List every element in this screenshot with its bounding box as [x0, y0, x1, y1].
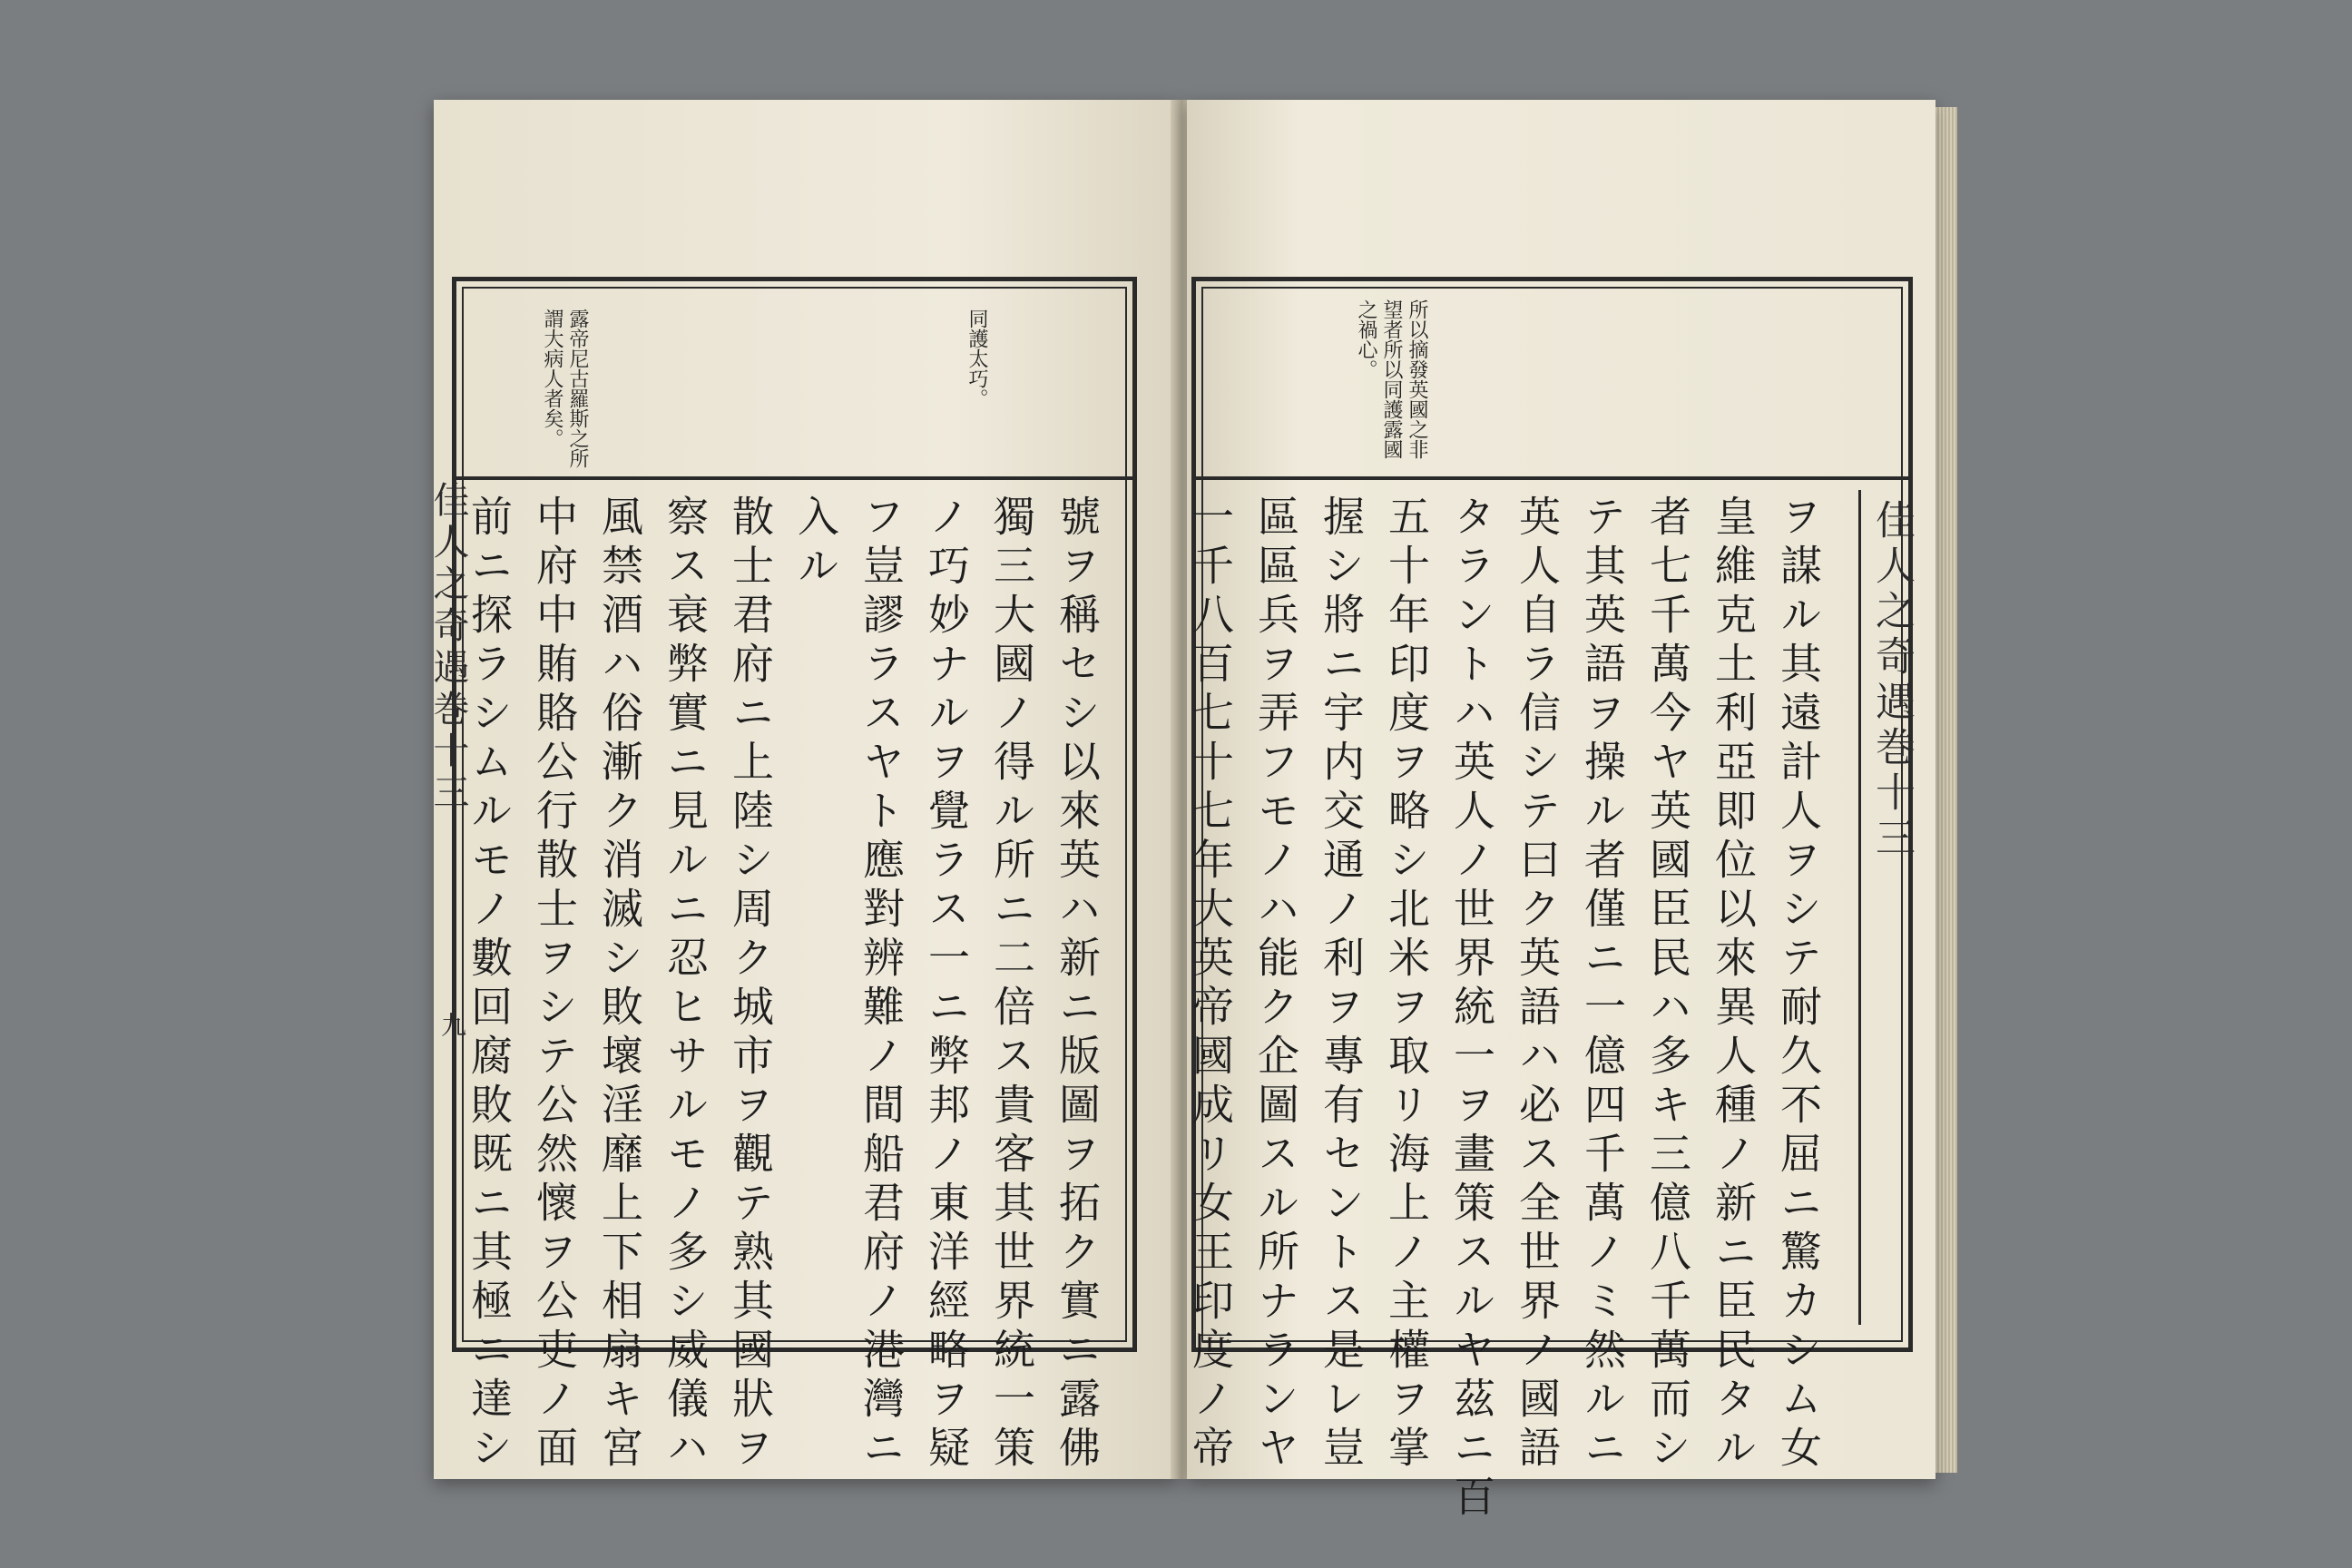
left-headnote-2: 露帝尼古羅斯之所 — [566, 309, 589, 468]
left-headnote-3: 謂大病人者矣。 — [541, 309, 564, 448]
left-text-column: 前ニ探ラシムルモノ數回腐敗既ニ其極ニ達シ — [465, 495, 514, 1475]
right-text-column: 五十年印度ヲ略シ北米ヲ取リ海上ノ主權ヲ掌 — [1382, 495, 1431, 1475]
right-headnote-3: 之禍心。 — [1355, 299, 1377, 379]
left-headnote-1: 同護太巧。 — [965, 309, 988, 408]
open-book — [427, 100, 1954, 1524]
right-text-column: 英人自ラ信シテ曰ク英語ハ必ス全世界ノ國語 — [1513, 495, 1562, 1475]
right-page-frame — [1186, 277, 1913, 1524]
page-edges — [1936, 107, 1957, 1473]
right-text-column: 區區兵ヲ弄フモノハ能ク企圖スル所ナランヤ — [1251, 495, 1300, 1475]
right-banner: 佳人之奇遇巻十三 — [1868, 499, 1915, 862]
right-headnote-1: 所以摘發英國之非 — [1406, 299, 1428, 459]
right-page — [1186, 100, 1936, 1524]
left-text-column: 獨三大國ノ得ル所ニ二倍ス貴客其世界統一策 — [987, 495, 1036, 1475]
left-page — [427, 100, 1178, 1479]
right-headnote-2: 望者所以同護露國 — [1380, 299, 1403, 459]
left-text-column: 中府中賄賂公行散士ヲシテ公然懷ヲ公吏ノ面 — [530, 495, 579, 1475]
right-text-column: 一千八百七十七年大英帝國成リ女王印度ノ帝 — [1186, 495, 1235, 1475]
right-text-column: 握シ將ニ宇内交通ノ利ヲ專有セントス是レ豈 — [1317, 495, 1366, 1475]
left-text-column: 散士君府ニ上陸シ周ク城市ヲ觀テ熟其國狀ヲ — [726, 495, 775, 1475]
left-text-columns — [465, 495, 1110, 1475]
left-text-column: 風禁酒ハ俗漸ク消滅シ敗壞淫靡上下相扇キ宮 — [595, 495, 644, 1475]
right-header-band — [1196, 281, 1908, 480]
right-text-column: ヲ謀ル其遠計人ヲシテ耐久不屈ニ驚カシム女 — [1774, 495, 1823, 1475]
right-text-column: タラントハ英人ノ世界統一ヲ畫策スルヤ茲ニ百 — [1447, 495, 1496, 1524]
left-text-column: 察ス衰弊實ニ見ルニ忍ヒサルモノ多シ威儀ハ — [661, 495, 710, 1475]
left-text-column: 入ル — [791, 495, 840, 593]
right-text-columns — [1186, 495, 1831, 1524]
right-text-column: 皇維克土利亞即位以來異人種ノ新ニ臣民タル — [1709, 495, 1758, 1475]
left-text-column: ノ巧妙ナルヲ覺ラス一ニ弊邦ノ東洋經略ヲ疑 — [922, 495, 971, 1475]
left-text-column: 號ヲ稱セシ以來英ハ新ニ版圖ヲ拓ク實ニ露佛 — [1053, 495, 1102, 1475]
left-text-column: フ豈謬ラスヤト應對辨難ノ間船君府ノ港灣ニ — [857, 495, 906, 1475]
right-text-column: 者七千萬今ヤ英國臣民ハ多キ三億八千萬而シ — [1643, 495, 1692, 1475]
left-banner: 佳人之奇遇巻十三 — [427, 481, 469, 815]
folio-number: 九 — [437, 1012, 467, 1037]
right-text-column: テ其英語ヲ操ル者僅ニ一億四千萬ノミ然ルニ — [1578, 495, 1627, 1475]
left-page-frame — [452, 277, 1137, 1475]
